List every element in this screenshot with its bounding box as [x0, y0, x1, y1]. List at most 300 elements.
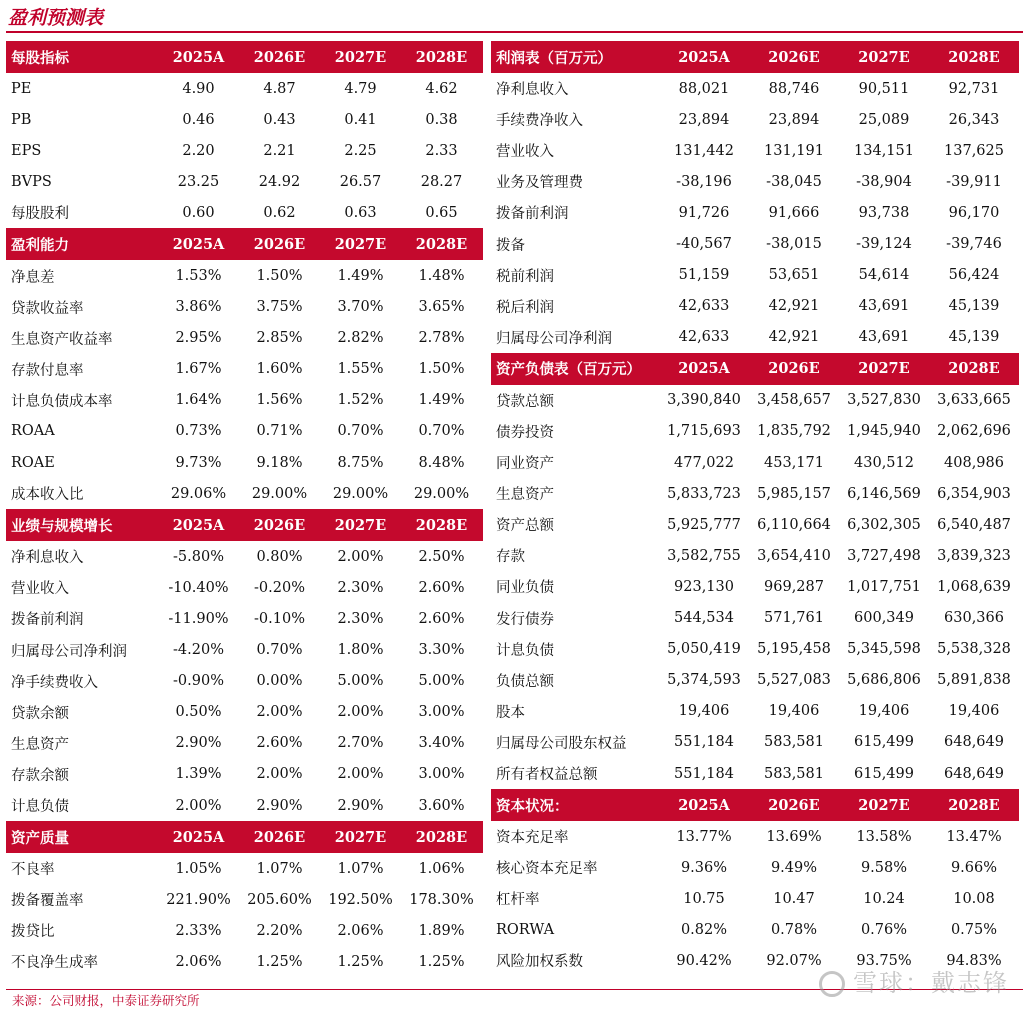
section-header	[491, 353, 1019, 385]
row-label: 每股股利	[11, 206, 69, 223]
row-label: 净利息收入	[11, 550, 84, 567]
cell-value: 2.82%	[337, 330, 384, 347]
table-row	[6, 759, 483, 790]
cell-value: 1.07%	[256, 860, 303, 877]
table-row	[6, 603, 483, 634]
row-label: 税后利润	[496, 299, 554, 316]
cell-value: 0.71%	[256, 423, 303, 440]
cell-value: 3.70%	[337, 299, 384, 316]
row-label: 营业收入	[496, 144, 554, 161]
cell-value: 648,649	[944, 734, 1004, 751]
cell-value: 923,130	[674, 578, 734, 595]
cell-value: 10.08	[953, 890, 995, 907]
cell-value: -40,567	[676, 236, 732, 253]
table-row	[6, 135, 483, 166]
cell-value: 13.69%	[766, 828, 822, 845]
cell-value: 5.00%	[418, 673, 465, 690]
table-row	[491, 447, 1019, 478]
table-row	[6, 166, 483, 197]
table-row	[491, 416, 1019, 447]
cell-value: -39,911	[946, 173, 1002, 190]
table-row	[491, 634, 1019, 665]
cell-value: 5,833,723	[667, 485, 741, 502]
table-row	[491, 509, 1019, 540]
table-section	[491, 41, 1019, 353]
row-label: 核心资本充足率	[496, 861, 598, 878]
cell-value: 2.78%	[418, 330, 465, 347]
row-label: 存款余额	[11, 767, 69, 784]
cell-value: 2.90%	[256, 797, 303, 814]
section-header	[6, 41, 483, 73]
table-row	[6, 946, 483, 977]
cell-value: -38,045	[766, 173, 822, 190]
column-header: 2025A	[172, 235, 225, 253]
cell-value: 2.33%	[175, 922, 222, 939]
column-header: 2027E	[334, 516, 387, 534]
watermark-text: 雪球：戴志锋	[853, 969, 1009, 997]
cell-value: 96,170	[948, 204, 1000, 221]
cell-value: 5,195,458	[757, 641, 831, 658]
column-header: 2027E	[858, 48, 910, 66]
cell-value: 8.48%	[418, 454, 465, 471]
watermark	[819, 963, 1009, 998]
cell-value: 2.50%	[418, 548, 465, 565]
left-table-panel	[6, 41, 483, 977]
table-row	[491, 696, 1019, 727]
table-row	[6, 292, 483, 323]
column-header: 2025A	[172, 48, 225, 66]
cell-value: 571,761	[764, 610, 824, 627]
cell-value: 29.00%	[251, 485, 308, 502]
cell-value: 19,406	[858, 703, 910, 720]
row-label: 净手续费收入	[11, 674, 98, 691]
cell-value: 91,726	[678, 204, 730, 221]
row-label: 资本充足率	[496, 830, 569, 847]
cell-value: 131,191	[764, 142, 824, 159]
section-title: 资产负债表（百万元）	[496, 361, 641, 379]
cell-value: 2.20%	[256, 922, 303, 939]
row-label: 不良率	[11, 862, 55, 879]
cell-value: 3.60%	[418, 797, 465, 814]
cell-value: 408,986	[944, 454, 1004, 471]
cell-value: 430,512	[854, 454, 914, 471]
title-divider	[6, 31, 1023, 33]
cell-value: 5,050,419	[667, 641, 741, 658]
cell-value: -11.90%	[168, 610, 229, 627]
cell-value: 2.00%	[256, 766, 303, 783]
cell-value: 4.79	[344, 80, 377, 97]
table-row	[6, 323, 483, 354]
table-row	[491, 291, 1019, 322]
cell-value: 2.95%	[175, 330, 222, 347]
cell-value: 1.49%	[337, 268, 384, 285]
cell-value: 56,424	[948, 267, 1000, 284]
cell-value: 600,349	[854, 610, 914, 627]
cell-value: 3,390,840	[667, 392, 741, 409]
cell-value: 13.58%	[856, 828, 912, 845]
cell-value: 2.25	[344, 142, 377, 159]
row-label: PE	[11, 80, 32, 97]
table-row	[6, 416, 483, 447]
cell-value: 0.76%	[860, 921, 908, 938]
cell-value: 1.64%	[175, 392, 222, 409]
row-label: 拨备前利润	[11, 612, 84, 629]
table-row	[6, 478, 483, 509]
cell-value: 583,581	[764, 734, 824, 751]
cell-value: 0.78%	[770, 921, 818, 938]
table-row	[6, 915, 483, 946]
table-row	[6, 728, 483, 759]
row-label: 归属母公司净利润	[496, 330, 612, 347]
column-header: 2028E	[415, 828, 468, 846]
cell-value: 42,921	[768, 329, 820, 346]
row-label: BVPS	[11, 173, 52, 190]
cell-value: 2.85%	[256, 330, 303, 347]
cell-value: 3,633,665	[937, 392, 1011, 409]
section-header	[6, 821, 483, 853]
cell-value: -0.90%	[173, 673, 224, 690]
row-label: ROAE	[11, 454, 55, 471]
cell-value: 2.06%	[175, 953, 222, 970]
cell-value: 2.00%	[337, 548, 384, 565]
row-label: 手续费净收入	[496, 113, 583, 130]
cell-value: 25,089	[858, 111, 910, 128]
cell-value: 134,151	[854, 142, 914, 159]
cell-value: 2.00%	[337, 704, 384, 721]
section-title: 资本状况：	[496, 797, 569, 815]
table-row	[6, 104, 483, 135]
row-label: 杠杆率	[496, 892, 540, 909]
cell-value: 3,527,830	[847, 392, 921, 409]
cell-value: 29.00%	[332, 485, 389, 502]
section-header	[6, 228, 483, 260]
cell-value: 5,527,083	[757, 672, 831, 689]
table-section	[6, 228, 483, 509]
cell-value: 19,406	[948, 703, 1000, 720]
cell-value: 0.46	[182, 111, 215, 128]
row-label: 计息负债	[496, 642, 554, 659]
cell-value: 93,738	[858, 204, 910, 221]
column-header: 2028E	[415, 516, 468, 534]
cell-value: 178.30%	[409, 891, 474, 908]
column-header: 2025A	[172, 516, 225, 534]
table-row	[491, 322, 1019, 353]
table-row	[491, 665, 1019, 696]
cell-value: 5,538,328	[937, 641, 1011, 658]
page-title: 盈利预测表	[8, 7, 104, 29]
row-label: 所有者权益总额	[496, 767, 598, 784]
cell-value: 2.30%	[337, 579, 384, 596]
table-row	[6, 697, 483, 728]
cell-value: 2.90%	[175, 735, 222, 752]
cell-value: 6,110,664	[757, 516, 831, 533]
section-header	[491, 41, 1019, 73]
column-header: 2027E	[334, 235, 387, 253]
cell-value: 4.90	[182, 80, 215, 97]
cell-value: 29.00%	[413, 485, 470, 502]
cell-value: 3.75%	[256, 299, 303, 316]
cell-value: 26.57	[339, 173, 382, 190]
row-label: RORWA	[496, 921, 555, 938]
cell-value: -10.40%	[168, 579, 229, 596]
cell-value: 6,354,903	[937, 485, 1011, 502]
table-row	[6, 853, 483, 884]
cell-value: -0.20%	[254, 579, 305, 596]
cell-value: 477,022	[674, 454, 734, 471]
cell-value: 1.55%	[337, 361, 384, 378]
cell-value: 1,017,751	[847, 578, 921, 595]
row-label: 归属母公司股东权益	[496, 735, 627, 752]
table-row	[491, 135, 1019, 166]
cell-value: 53,651	[768, 267, 820, 284]
column-header: 2026E	[253, 48, 306, 66]
source-note: 来源：公司财报，中泰证券研究所	[12, 993, 200, 1008]
cell-value: 131,442	[674, 142, 734, 159]
table-section	[491, 353, 1019, 789]
row-label: EPS	[11, 142, 42, 159]
column-header: 2026E	[253, 516, 306, 534]
cell-value: 1.25%	[337, 953, 384, 970]
cell-value: 24.92	[258, 173, 301, 190]
table-row	[6, 572, 483, 603]
cell-value: 1.39%	[175, 766, 222, 783]
cell-value: 26,343	[948, 111, 1000, 128]
cell-value: 5,374,593	[667, 672, 741, 689]
cell-value: 3,727,498	[847, 547, 921, 564]
column-header: 2025A	[678, 48, 730, 66]
table-row	[491, 727, 1019, 758]
cell-value: 92,731	[948, 80, 1000, 97]
cell-value: 0.63	[344, 204, 377, 221]
cell-value: 3,582,755	[667, 547, 741, 564]
section-title: 盈利能力	[11, 236, 69, 254]
cell-value: 137,625	[944, 142, 1004, 159]
cell-value: 45,139	[948, 298, 1000, 315]
cell-value: 1.50%	[256, 268, 303, 285]
cell-value: 9.58%	[860, 859, 908, 876]
cell-value: 1.49%	[418, 392, 465, 409]
column-header: 2026E	[768, 48, 820, 66]
table-row	[6, 385, 483, 416]
cell-value: 1.25%	[256, 953, 303, 970]
table-row	[6, 197, 483, 228]
table-row	[491, 821, 1019, 852]
table-row	[491, 914, 1019, 945]
snowball-logo-icon	[819, 971, 845, 997]
cell-value: 1.53%	[175, 268, 222, 285]
row-label: 净利息收入	[496, 82, 569, 99]
cell-value: 0.38	[425, 111, 458, 128]
row-label: PB	[11, 111, 32, 128]
row-label: 生息资产	[11, 736, 69, 753]
cell-value: 88,746	[768, 80, 820, 97]
row-label: 归属母公司净利润	[11, 643, 127, 660]
cell-value: 10.75	[683, 890, 725, 907]
section-title: 每股指标	[11, 49, 69, 67]
table-row	[6, 666, 483, 697]
row-label: 不良净生成率	[11, 955, 98, 972]
table-row	[6, 354, 483, 385]
cell-value: 42,921	[768, 298, 820, 315]
table-row	[491, 385, 1019, 416]
cell-value: 0.62	[263, 204, 296, 221]
cell-value: 10.47	[773, 890, 815, 907]
section-header	[6, 509, 483, 541]
cell-value: 43,691	[858, 329, 910, 346]
column-header: 2028E	[415, 48, 468, 66]
cell-value: 1.60%	[256, 361, 303, 378]
cell-value: 5.00%	[337, 673, 384, 690]
table-row	[491, 603, 1019, 634]
table-row	[6, 884, 483, 915]
cell-value: 1.52%	[337, 392, 384, 409]
section-title: 业绩与规模增长	[11, 517, 113, 535]
column-header: 2026E	[253, 235, 306, 253]
cell-value: 1.25%	[418, 953, 465, 970]
row-label: 债券投资	[496, 424, 554, 441]
cell-value: 90.42%	[676, 952, 732, 969]
cell-value: 10.24	[863, 890, 905, 907]
cell-value: 23,894	[678, 111, 730, 128]
cell-value: 0.43	[263, 111, 296, 128]
cell-value: 0.65	[425, 204, 458, 221]
table-row	[491, 73, 1019, 104]
table-row	[6, 790, 483, 821]
cell-value: 92.07%	[766, 952, 822, 969]
table-row	[6, 541, 483, 572]
cell-value: 0.82%	[680, 921, 728, 938]
table-section	[6, 41, 483, 228]
table-row	[491, 540, 1019, 571]
row-label: 计息负债成本率	[11, 393, 113, 410]
column-header: 2027E	[858, 796, 910, 814]
cell-value: 23.25	[177, 173, 220, 190]
cell-value: 2.30%	[337, 610, 384, 627]
cell-value: 5,345,598	[847, 641, 921, 658]
column-header: 2026E	[768, 360, 820, 378]
cell-value: 13.77%	[676, 828, 732, 845]
right-table-panel	[491, 41, 1019, 977]
cell-value: 88,021	[678, 80, 730, 97]
cell-value: 6,540,487	[937, 516, 1011, 533]
row-label: 同业资产	[496, 456, 554, 473]
column-header: 2028E	[948, 48, 1000, 66]
cell-value: 93.75%	[856, 952, 912, 969]
column-header: 2026E	[768, 796, 820, 814]
cell-value: 54,614	[858, 267, 910, 284]
column-header: 2025A	[678, 796, 730, 814]
cell-value: 1.48%	[418, 268, 465, 285]
cell-value: 28.27	[420, 173, 463, 190]
cell-value: 583,581	[764, 765, 824, 782]
cell-value: 544,534	[674, 610, 734, 627]
table-section	[491, 789, 1019, 976]
cell-value: 9.66%	[950, 859, 998, 876]
cell-value: 1,715,693	[667, 423, 741, 440]
cell-value: 2.70%	[337, 735, 384, 752]
row-label: 生息资产	[496, 487, 554, 504]
row-label: ROAA	[11, 423, 55, 440]
row-label: 贷款余额	[11, 705, 69, 722]
cell-value: 0.70%	[337, 423, 384, 440]
cell-value: -4.20%	[173, 642, 224, 659]
cell-value: 42,633	[678, 329, 730, 346]
row-label: 贷款收益率	[11, 300, 84, 317]
cell-value: 9.73%	[175, 454, 222, 471]
column-header: 2028E	[415, 235, 468, 253]
cell-value: 6,146,569	[847, 485, 921, 502]
cell-value: 3.40%	[418, 735, 465, 752]
cell-value: 2.06%	[337, 922, 384, 939]
table-row	[491, 260, 1019, 291]
cell-value: 23,894	[768, 111, 820, 128]
row-label: 拨备覆盖率	[11, 893, 84, 910]
cell-value: 5,686,806	[847, 672, 921, 689]
cell-value: 0.50%	[175, 704, 222, 721]
section-title: 利润表（百万元）	[496, 49, 612, 67]
cell-value: 9.49%	[770, 859, 818, 876]
cell-value: 615,499	[854, 765, 914, 782]
row-label: 负债总额	[496, 673, 554, 690]
cell-value: 648,649	[944, 765, 1004, 782]
cell-value: 0.75%	[950, 921, 998, 938]
cell-value: 1,835,792	[757, 423, 831, 440]
cell-value: -38,196	[676, 173, 732, 190]
table-row	[491, 166, 1019, 197]
table-row	[491, 571, 1019, 602]
cell-value: 221.90%	[166, 891, 231, 908]
table-row	[6, 260, 483, 291]
cell-value: 2.00%	[256, 704, 303, 721]
cell-value: 13.47%	[946, 828, 1002, 845]
row-label: 资产总额	[496, 518, 554, 535]
cell-value: 3.65%	[418, 299, 465, 316]
cell-value: -39,124	[856, 236, 912, 253]
cell-value: 43,691	[858, 298, 910, 315]
table-row	[491, 758, 1019, 789]
row-label: 业务及管理费	[496, 175, 583, 192]
cell-value: 90,511	[858, 80, 910, 97]
cell-value: 192.50%	[328, 891, 393, 908]
row-label: 净息差	[11, 269, 55, 286]
table-section	[6, 821, 483, 977]
cell-value: -0.10%	[254, 610, 305, 627]
cell-value: 3,839,323	[937, 547, 1011, 564]
cell-value: 3.30%	[418, 642, 465, 659]
row-label: 贷款总额	[496, 393, 554, 410]
cell-value: 969,287	[764, 578, 824, 595]
cell-value: 9.36%	[680, 859, 728, 876]
row-label: 拨贷比	[11, 924, 55, 941]
cell-value: -5.80%	[173, 548, 224, 565]
cell-value: 1.67%	[175, 361, 222, 378]
cell-value: 2.00%	[175, 797, 222, 814]
cell-value: 3.00%	[418, 766, 465, 783]
cell-value: 19,406	[768, 703, 820, 720]
cell-value: 91,666	[768, 204, 820, 221]
row-label: 拨备	[496, 237, 525, 254]
row-label: 发行债券	[496, 611, 554, 628]
cell-value: 2,062,696	[937, 423, 1011, 440]
cell-value: 1.89%	[418, 922, 465, 939]
cell-value: 45,139	[948, 329, 1000, 346]
cell-value: 1.56%	[256, 392, 303, 409]
cell-value: 3,654,410	[757, 547, 831, 564]
table-row	[491, 197, 1019, 228]
cell-value: 2.21	[263, 142, 296, 159]
cell-value: 6,302,305	[847, 516, 921, 533]
cell-value: 3,458,657	[757, 392, 831, 409]
